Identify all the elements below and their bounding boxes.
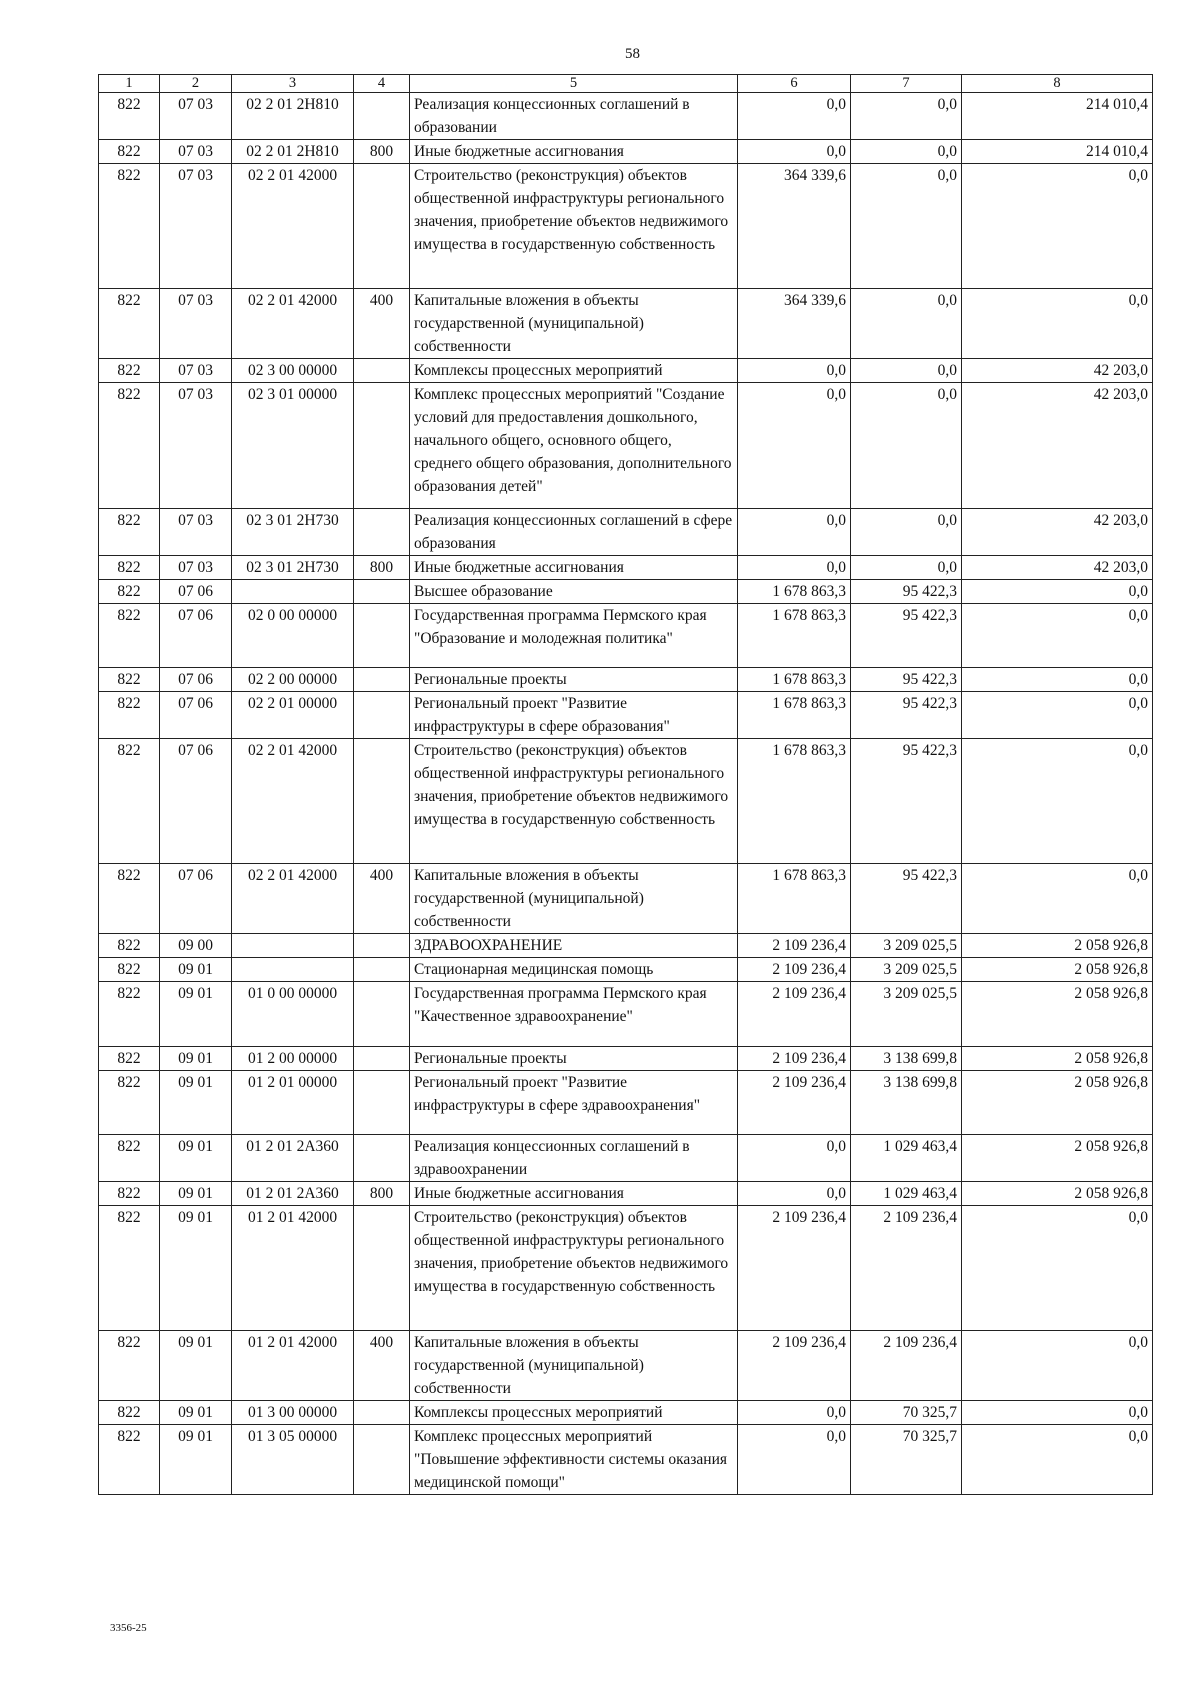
cell-target-article: 01 3 00 00000	[232, 1401, 354, 1425]
cell-ministry-code: 822	[99, 1331, 160, 1401]
cell-expense-type	[354, 958, 410, 982]
cell-target-article	[232, 579, 354, 603]
cell-amount-col7: 0,0	[851, 555, 962, 579]
table-row	[99, 289, 1153, 359]
cell-section-code: 09 01	[160, 958, 232, 982]
cell-amount-col7: 95 422,3	[851, 738, 962, 863]
cell-expense-type	[354, 603, 410, 667]
cell-amount-col7: 0,0	[851, 289, 962, 359]
cell-target-article: 01 2 00 00000	[232, 1046, 354, 1070]
cell-amount-col6: 1 678 863,3	[738, 738, 851, 863]
header-cell: 4	[354, 75, 410, 93]
cell-amount-col8: 42 203,0	[962, 383, 1153, 508]
table-body	[99, 93, 1153, 1495]
header-cell: 1	[99, 75, 160, 93]
cell-ministry-code: 822	[99, 864, 160, 934]
cell-ministry-code: 822	[99, 958, 160, 982]
cell-amount-col7: 1 029 463,4	[851, 1134, 962, 1181]
cell-expense-type	[354, 383, 410, 508]
cell-section-code: 09 01	[160, 1331, 232, 1401]
cell-expense-type	[354, 691, 410, 738]
cell-ministry-code: 822	[99, 359, 160, 383]
cell-target-article: 02 3 01 2Н730	[232, 508, 354, 555]
cell-ministry-code: 822	[99, 691, 160, 738]
cell-amount-col6: 2 109 236,4	[738, 1046, 851, 1070]
document-code: 3356-25	[110, 1622, 147, 1634]
cell-amount-col6: 1 678 863,3	[738, 667, 851, 691]
cell-section-code: 09 01	[160, 1425, 232, 1495]
cell-amount-col6: 0,0	[738, 1401, 851, 1425]
cell-target-article	[232, 958, 354, 982]
table-row	[99, 359, 1153, 383]
header-cell: 3	[232, 75, 354, 93]
table-row	[99, 691, 1153, 738]
cell-section-code: 07 03	[160, 555, 232, 579]
cell-expense-type: 800	[354, 1181, 410, 1205]
cell-amount-col8: 214 010,4	[962, 140, 1153, 164]
cell-target-article: 02 3 01 2Н730	[232, 555, 354, 579]
cell-amount-col6: 2 109 236,4	[738, 982, 851, 1046]
cell-amount-col8: 2 058 926,8	[962, 958, 1153, 982]
cell-amount-col6: 364 339,6	[738, 289, 851, 359]
cell-amount-col8: 0,0	[962, 1401, 1153, 1425]
header-cell: 2	[160, 75, 232, 93]
cell-ministry-code: 822	[99, 383, 160, 508]
cell-amount-col6: 1 678 863,3	[738, 603, 851, 667]
cell-target-article: 02 2 01 42000	[232, 164, 354, 289]
cell-amount-col8: 2 058 926,8	[962, 982, 1153, 1046]
cell-section-code: 07 03	[160, 508, 232, 555]
cell-amount-col7: 70 325,7	[851, 1401, 962, 1425]
cell-amount-col6: 0,0	[738, 93, 851, 140]
cell-amount-col7: 3 209 025,5	[851, 958, 962, 982]
cell-amount-col6: 0,0	[738, 1181, 851, 1205]
table-row	[99, 1046, 1153, 1070]
cell-amount-col7: 3 209 025,5	[851, 934, 962, 958]
table-row	[99, 1425, 1153, 1495]
cell-name: Реализация концессионных соглашений в сфере образования	[410, 508, 738, 555]
cell-target-article: 02 2 01 00000	[232, 691, 354, 738]
cell-expense-type	[354, 93, 410, 140]
cell-amount-col6: 2 109 236,4	[738, 1070, 851, 1134]
header-cell: 5	[410, 75, 738, 93]
cell-amount-col6: 2 109 236,4	[738, 1205, 851, 1330]
cell-target-article: 02 0 00 00000	[232, 603, 354, 667]
cell-amount-col7: 95 422,3	[851, 864, 962, 934]
cell-section-code: 09 01	[160, 1205, 232, 1330]
cell-expense-type	[354, 508, 410, 555]
cell-name: Иные бюджетные ассигнования	[410, 555, 738, 579]
cell-expense-type	[354, 667, 410, 691]
cell-target-article: 01 0 00 00000	[232, 982, 354, 1046]
cell-amount-col8: 0,0	[962, 1205, 1153, 1330]
cell-target-article: 01 2 01 00000	[232, 1070, 354, 1134]
cell-expense-type: 800	[354, 555, 410, 579]
table-row	[99, 140, 1153, 164]
table-row	[99, 555, 1153, 579]
cell-target-article: 01 3 05 00000	[232, 1425, 354, 1495]
cell-name: Стационарная медицинская помощь	[410, 958, 738, 982]
cell-ministry-code: 822	[99, 1046, 160, 1070]
cell-amount-col6: 0,0	[738, 508, 851, 555]
cell-amount-col6: 1 678 863,3	[738, 579, 851, 603]
cell-expense-type	[354, 1070, 410, 1134]
cell-section-code: 09 01	[160, 982, 232, 1046]
cell-amount-col6: 364 339,6	[738, 164, 851, 289]
cell-section-code: 07 06	[160, 864, 232, 934]
cell-amount-col7: 2 109 236,4	[851, 1205, 962, 1330]
cell-target-article: 02 2 01 42000	[232, 864, 354, 934]
cell-amount-col6: 0,0	[738, 1425, 851, 1495]
cell-amount-col7: 1 029 463,4	[851, 1181, 962, 1205]
cell-ministry-code: 822	[99, 93, 160, 140]
cell-amount-col8: 0,0	[962, 1425, 1153, 1495]
cell-amount-col7: 3 209 025,5	[851, 982, 962, 1046]
cell-name: Иные бюджетные ассигнования	[410, 1181, 738, 1205]
table-row	[99, 508, 1153, 555]
cell-name: Строительство (реконструкция) объектов общественной инфраструктуры регионального значения, приобретение объектов недвижимого имущества в государственную собственность	[410, 738, 738, 863]
cell-name: Строительство (реконструкция) объектов общественной инфраструктуры регионального значения, приобретение объектов недвижимого имущества в государственную собственность	[410, 1205, 738, 1330]
cell-name: Комплекс процессных мероприятий "Создание условий для предоставления дошкольного, начального общего, основного общего, среднего общего образования, дополнительного образования детей"	[410, 383, 738, 508]
cell-expense-type	[354, 934, 410, 958]
cell-ministry-code: 822	[99, 140, 160, 164]
cell-amount-col6: 0,0	[738, 359, 851, 383]
cell-section-code: 09 01	[160, 1070, 232, 1134]
cell-name: Комплекс процессных мероприятий "Повышение эффективности системы оказания медицинской помощи"	[410, 1425, 738, 1495]
header-cell: 6	[738, 75, 851, 93]
cell-amount-col7: 3 138 699,8	[851, 1070, 962, 1134]
page-number: 58	[625, 46, 640, 62]
cell-amount-col8: 2 058 926,8	[962, 1134, 1153, 1181]
cell-amount-col7: 0,0	[851, 383, 962, 508]
cell-section-code: 09 01	[160, 1046, 232, 1070]
table-row	[99, 1401, 1153, 1425]
cell-ministry-code: 822	[99, 934, 160, 958]
cell-amount-col8: 0,0	[962, 289, 1153, 359]
cell-amount-col8: 0,0	[962, 1331, 1153, 1401]
cell-expense-type	[354, 738, 410, 863]
cell-expense-type	[354, 1205, 410, 1330]
cell-amount-col8: 2 058 926,8	[962, 1181, 1153, 1205]
cell-target-article: 02 3 00 00000	[232, 359, 354, 383]
cell-section-code: 07 03	[160, 359, 232, 383]
cell-ministry-code: 822	[99, 1181, 160, 1205]
cell-section-code: 09 01	[160, 1134, 232, 1181]
cell-amount-col6: 2 109 236,4	[738, 934, 851, 958]
cell-amount-col6: 0,0	[738, 140, 851, 164]
table-row	[99, 1070, 1153, 1134]
cell-expense-type	[354, 982, 410, 1046]
cell-ministry-code: 822	[99, 579, 160, 603]
cell-target-article	[232, 934, 354, 958]
cell-amount-col8: 0,0	[962, 164, 1153, 289]
cell-ministry-code: 822	[99, 1401, 160, 1425]
cell-ministry-code: 822	[99, 982, 160, 1046]
table-row	[99, 603, 1153, 667]
cell-expense-type: 800	[354, 140, 410, 164]
cell-ministry-code: 822	[99, 508, 160, 555]
table-row	[99, 958, 1153, 982]
table-row	[99, 1181, 1153, 1205]
cell-ministry-code: 822	[99, 555, 160, 579]
cell-name: Комплексы процессных мероприятий	[410, 1401, 738, 1425]
cell-amount-col8: 2 058 926,8	[962, 934, 1153, 958]
cell-ministry-code: 822	[99, 667, 160, 691]
table-row	[99, 93, 1153, 140]
table-row	[99, 383, 1153, 508]
cell-ministry-code: 822	[99, 1205, 160, 1330]
cell-amount-col7: 95 422,3	[851, 691, 962, 738]
cell-ministry-code: 822	[99, 164, 160, 289]
cell-amount-col7: 2 109 236,4	[851, 1331, 962, 1401]
cell-target-article: 02 3 01 00000	[232, 383, 354, 508]
cell-amount-col6: 0,0	[738, 383, 851, 508]
table-row	[99, 864, 1153, 934]
cell-amount-col6: 0,0	[738, 555, 851, 579]
cell-section-code: 07 06	[160, 691, 232, 738]
cell-amount-col7: 3 138 699,8	[851, 1046, 962, 1070]
table-row	[99, 934, 1153, 958]
cell-amount-col8: 0,0	[962, 603, 1153, 667]
cell-amount-col8: 0,0	[962, 864, 1153, 934]
cell-section-code: 07 06	[160, 738, 232, 863]
cell-section-code: 09 01	[160, 1401, 232, 1425]
cell-expense-type	[354, 1046, 410, 1070]
cell-amount-col6: 1 678 863,3	[738, 864, 851, 934]
cell-name: Региональные проекты	[410, 1046, 738, 1070]
cell-amount-col8: 42 203,0	[962, 508, 1153, 555]
cell-expense-type	[354, 164, 410, 289]
cell-name: Реализация концессионных соглашений в образовании	[410, 93, 738, 140]
cell-section-code: 07 03	[160, 164, 232, 289]
cell-target-article: 02 2 01 2Н810	[232, 140, 354, 164]
cell-amount-col7: 0,0	[851, 140, 962, 164]
cell-target-article: 02 2 00 00000	[232, 667, 354, 691]
table-row	[99, 738, 1153, 863]
cell-amount-col7: 95 422,3	[851, 579, 962, 603]
cell-expense-type	[354, 579, 410, 603]
cell-amount-col8: 0,0	[962, 667, 1153, 691]
cell-target-article: 01 2 01 42000	[232, 1331, 354, 1401]
cell-amount-col6: 2 109 236,4	[738, 1331, 851, 1401]
cell-amount-col8: 0,0	[962, 691, 1153, 738]
table-row	[99, 982, 1153, 1046]
cell-name: Государственная программа Пермского края "Качественное здравоохранение"	[410, 982, 738, 1046]
cell-ministry-code: 822	[99, 1134, 160, 1181]
cell-section-code: 09 00	[160, 934, 232, 958]
cell-section-code: 07 06	[160, 667, 232, 691]
cell-name: Реализация концессионных соглашений в здравоохранении	[410, 1134, 738, 1181]
cell-ministry-code: 822	[99, 1425, 160, 1495]
cell-expense-type	[354, 1134, 410, 1181]
cell-amount-col8: 214 010,4	[962, 93, 1153, 140]
cell-section-code: 07 03	[160, 140, 232, 164]
table-row	[99, 667, 1153, 691]
cell-section-code: 07 03	[160, 383, 232, 508]
cell-amount-col7: 95 422,3	[851, 603, 962, 667]
cell-target-article: 01 2 01 42000	[232, 1205, 354, 1330]
cell-section-code: 07 06	[160, 603, 232, 667]
cell-name: ЗДРАВООХРАНЕНИЕ	[410, 934, 738, 958]
table-row	[99, 1134, 1153, 1181]
cell-name: Капитальные вложения в объекты государственной (муниципальной) собственности	[410, 864, 738, 934]
cell-ministry-code: 822	[99, 289, 160, 359]
cell-name: Высшее образование	[410, 579, 738, 603]
cell-amount-col7: 95 422,3	[851, 667, 962, 691]
cell-section-code: 07 03	[160, 93, 232, 140]
table-row	[99, 1331, 1153, 1401]
cell-name: Региональные проекты	[410, 667, 738, 691]
cell-target-article: 01 2 01 2А360	[232, 1134, 354, 1181]
header-cell: 8	[962, 75, 1153, 93]
table-row	[99, 579, 1153, 603]
cell-ministry-code: 822	[99, 738, 160, 863]
cell-name: Иные бюджетные ассигнования	[410, 140, 738, 164]
cell-amount-col6: 2 109 236,4	[738, 958, 851, 982]
cell-amount-col8: 0,0	[962, 738, 1153, 863]
cell-amount-col8: 0,0	[962, 579, 1153, 603]
header-cell: 7	[851, 75, 962, 93]
cell-target-article: 01 2 01 2А360	[232, 1181, 354, 1205]
cell-expense-type: 400	[354, 289, 410, 359]
cell-expense-type	[354, 1425, 410, 1495]
cell-target-article: 02 2 01 2Н810	[232, 93, 354, 140]
cell-amount-col8: 42 203,0	[962, 555, 1153, 579]
cell-section-code: 09 01	[160, 1181, 232, 1205]
cell-target-article: 02 2 01 42000	[232, 289, 354, 359]
cell-name: Капитальные вложения в объекты государственной (муниципальной) собственности	[410, 289, 738, 359]
cell-name: Государственная программа Пермского края "Образование и молодежная политика"	[410, 603, 738, 667]
cell-amount-col7: 0,0	[851, 359, 962, 383]
cell-expense-type: 400	[354, 864, 410, 934]
cell-section-code: 07 06	[160, 579, 232, 603]
cell-name: Строительство (реконструкция) объектов общественной инфраструктуры регионального значения, приобретение объектов недвижимого имущества в государственную собственность	[410, 164, 738, 289]
cell-amount-col8: 2 058 926,8	[962, 1070, 1153, 1134]
cell-expense-type: 400	[354, 1331, 410, 1401]
cell-expense-type	[354, 1401, 410, 1425]
cell-target-article: 02 2 01 42000	[232, 738, 354, 863]
table-header-row	[99, 75, 1153, 93]
cell-name: Капитальные вложения в объекты государственной (муниципальной) собственности	[410, 1331, 738, 1401]
cell-amount-col8: 42 203,0	[962, 359, 1153, 383]
budget-table	[98, 74, 1153, 1495]
cell-expense-type	[354, 359, 410, 383]
cell-name: Региональный проект "Развитие инфраструктуры в сфере образования"	[410, 691, 738, 738]
cell-section-code: 07 03	[160, 289, 232, 359]
cell-name: Региональный проект "Развитие инфраструктуры в сфере здравоохранения"	[410, 1070, 738, 1134]
table-row	[99, 164, 1153, 289]
cell-amount-col6: 1 678 863,3	[738, 691, 851, 738]
cell-amount-col7: 0,0	[851, 164, 962, 289]
table-row	[99, 1205, 1153, 1330]
cell-amount-col8: 2 058 926,8	[962, 1046, 1153, 1070]
cell-name: Комплексы процессных мероприятий	[410, 359, 738, 383]
cell-amount-col6: 0,0	[738, 1134, 851, 1181]
cell-amount-col7: 0,0	[851, 93, 962, 140]
cell-amount-col7: 70 325,7	[851, 1425, 962, 1495]
cell-ministry-code: 822	[99, 603, 160, 667]
cell-amount-col7: 0,0	[851, 508, 962, 555]
cell-ministry-code: 822	[99, 1070, 160, 1134]
